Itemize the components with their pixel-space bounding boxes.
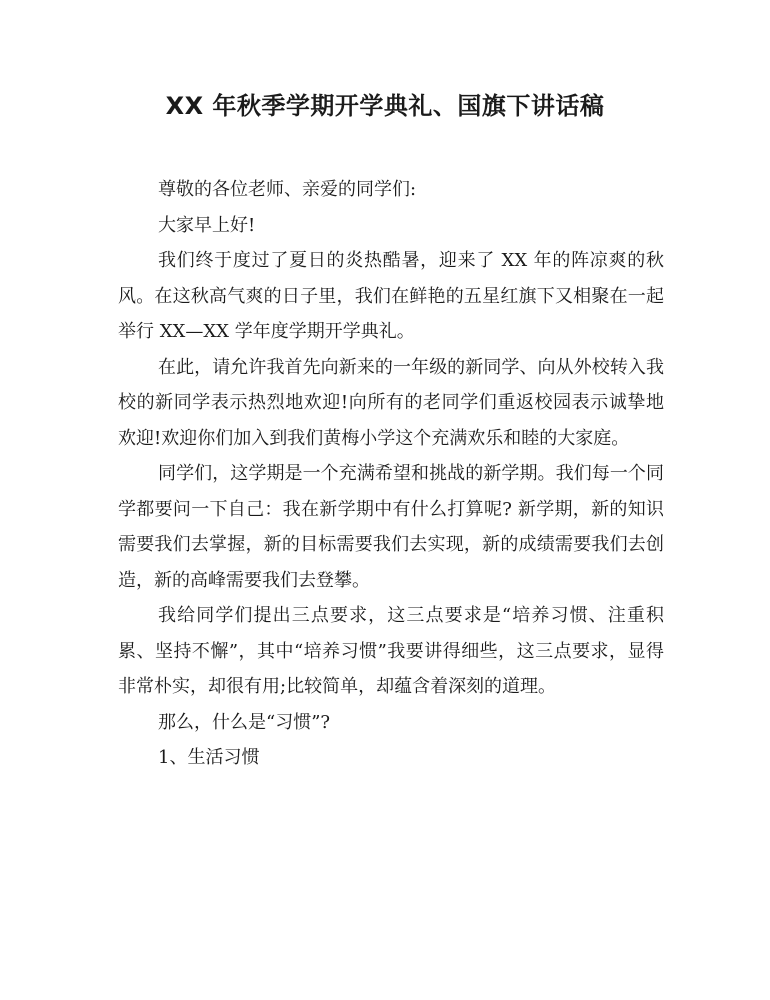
salutation: 尊敬的各位老师、亲爱的同学们:: [158, 179, 417, 200]
section-heading: 1、生活习惯: [158, 747, 260, 768]
paragraph: 同学们，这学期是一个充满希望和挑战的新学期。我们每一个同学都要问一下自己：我在新学期中有什么打算呢? 新学期，新的知识需要我们去掌握，新的目标需要我们去实现，新的成绩需要我们去创造，新的高峰需要我们去登攀。: [118, 463, 664, 591]
paragraph: 我们终于度过了夏日的炎热酷暑，迎来了 XX 年的阵凉爽的秋风。在这秋高气爽的日子里，我们在鲜艳的五星红旗下又相聚在一起举行 XX—XX 学年度学期开学典礼。: [118, 250, 664, 342]
paragraph: 我给同学们提出三点要求，这三点要求是“培养习惯、注重积累、坚持不懈”，其中“培养习惯”我要讲得细些，这三点要求，显得非常朴实，却很有用;比较简单，却蕴含着深刻的道理。: [118, 605, 664, 697]
paragraph: 在此，请允许我首先向新来的一年级的新同学、向从外校转入我校的新同学表示热烈地欢迎!向所有的老同学们重返校园表示诚挚地欢迎!欢迎你们加入到我们黄梅小学这个充满欢乐和睦的大家庭。: [118, 356, 664, 449]
paragraph: 那么，什么是“习惯”?: [158, 711, 331, 733]
document-title: XX 年秋季学期开学典礼、国旗下讲话稿: [165, 92, 605, 120]
document-body: [118, 172, 664, 776]
greeting: 大家早上好!: [158, 214, 256, 236]
